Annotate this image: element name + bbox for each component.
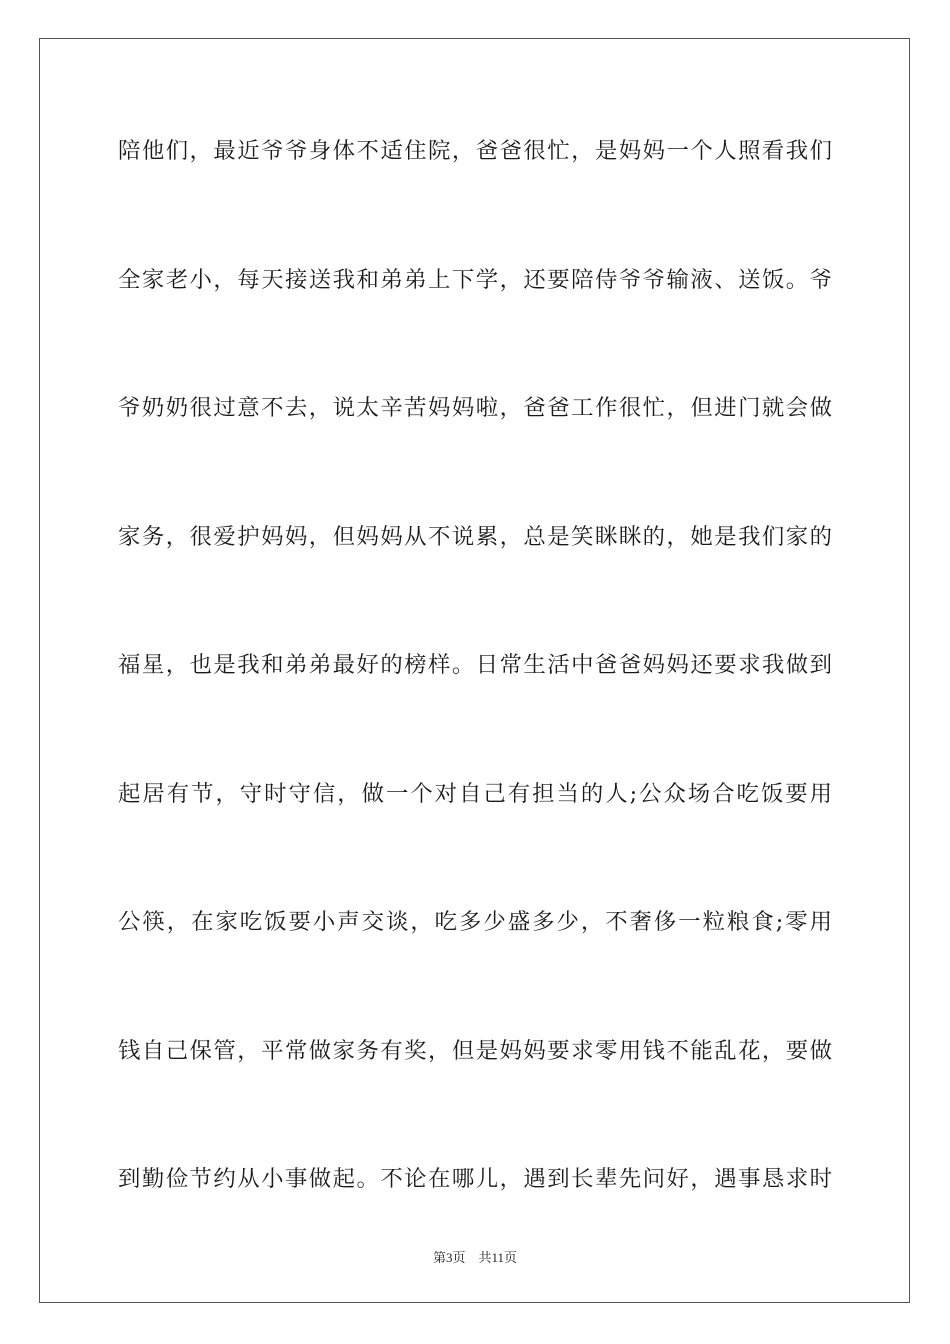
text-line: 爷奶奶很过意不去，说太辛苦妈妈啦，爸爸工作很忙，但进门就会做 [118,395,832,421]
text-line: 家务，很爱护妈妈，但妈妈从不说累，总是笑眯眯的，她是我们家的 [118,523,832,550]
document-body [118,128,832,1285]
text-line: 公筷，在家吃饭要小声交谈，吃多少盛多少，不奢侈一粒粮食;零用 [118,909,832,935]
text-line: 福星，也是我和弟弟最好的榜样。日常生活中爸爸妈妈还要求我做到 [118,652,832,678]
page-number-footer: 第3页 共11页 [432,1250,518,1265]
text-line: 陪他们，最近爷爷身体不适住院，爸爸很忙，是妈妈一个人照看我们 [118,138,832,164]
text-line: 到勤俭节约从小事做起。不论在哪儿，遇到长辈先问好，遇事恳求时 [118,1166,832,1192]
text-line: 全家老小，每天接送我和弟弟上下学，还要陪侍爷爷输液、送饭。爷 [118,266,832,293]
text-line: 钱自己保管，平常做家务有奖，但是妈妈要求零用钱不能乱花，要做 [118,1037,832,1064]
text-line: 起居有节，守时守信，做一个对自己有担当的人;公众场合吃饭要用 [118,780,832,807]
